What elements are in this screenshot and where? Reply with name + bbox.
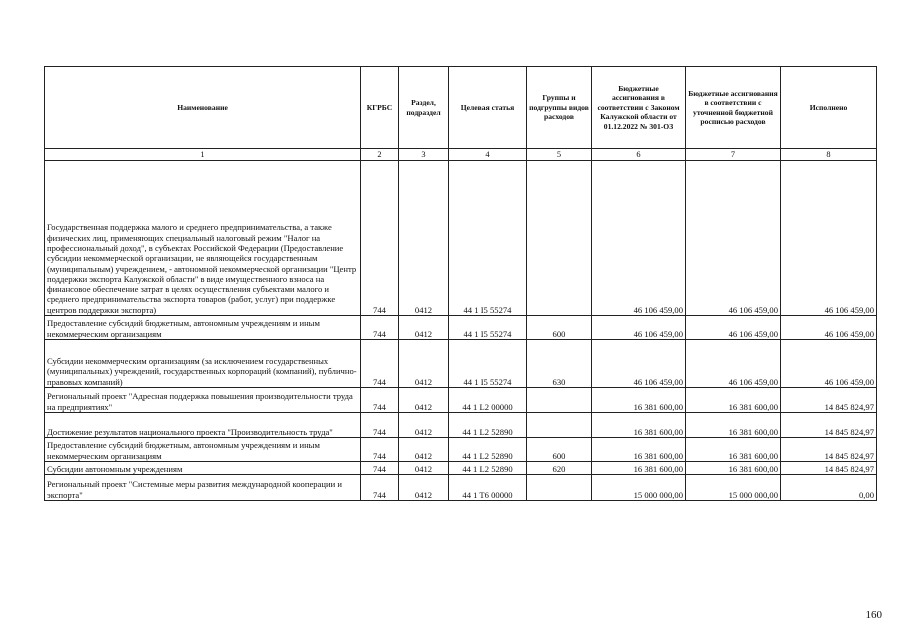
row-name: Региональный проект "Адресная поддержка повышения производительности труда на предприятиях" [45,388,361,413]
row-kgrbs: 744 [361,413,399,438]
row-group [527,475,592,501]
column-number: 3 [399,149,449,161]
row-kgrbs: 744 [361,388,399,413]
row-refined-amount: 16 381 600,00 [686,438,781,462]
row-executed-amount: 0,00 [781,475,877,501]
row-target: 44 1 I5 55274 [449,161,527,316]
header-refined: Бюджетные ассигнования в соответствии с уточненной бюджетной росписью расходов [686,67,781,149]
row-group [527,413,592,438]
row-kgrbs: 744 [361,316,399,340]
row-section: 0412 [399,413,449,438]
row-executed-amount: 14 845 824,97 [781,413,877,438]
row-section: 0412 [399,438,449,462]
row-target: 44 1 I5 55274 [449,316,527,340]
row-target: 44 1 L2 52890 [449,462,527,475]
table-row [45,161,877,316]
row-kgrbs: 744 [361,462,399,475]
row-group: 620 [527,462,592,475]
header-row [45,67,877,149]
header-kgrbs: КГРБС [361,67,399,149]
row-law-amount: 46 106 459,00 [592,340,686,388]
header-name: Наименование [45,67,361,149]
row-executed-amount: 46 106 459,00 [781,340,877,388]
row-law-amount: 16 381 600,00 [592,388,686,413]
table-row [45,413,877,438]
column-number: 7 [686,149,781,161]
column-number: 5 [527,149,592,161]
row-name: Субсидии автономным учреждениям [45,462,361,475]
row-section: 0412 [399,475,449,501]
column-number: 1 [45,149,361,161]
table-row [45,475,877,501]
row-target: 44 1 L2 52890 [449,438,527,462]
row-law-amount: 16 381 600,00 [592,413,686,438]
page-number: 160 [865,609,882,621]
row-law-amount: 16 381 600,00 [592,462,686,475]
header-executed: Исполнено [781,67,877,149]
column-number: 4 [449,149,527,161]
row-section: 0412 [399,316,449,340]
row-name: Государственная поддержка малого и среднего предпринимательства, а также физических лиц, применяющих специальный налоговый режим "Налог на профессиональный доход", в субъектах Российской Федерации (Предоставление субсидии некоммерческой организации, не являющейся государственным (муниципальным) учреждением, - автономной некоммерческой организации "Центр поддержки экспорта Калужской области" в виде имущественного взноса на финансовое обеспечение затрат в целях осуществления субъектами малого и среднего предпринимательства экспорта товаров (работ, услуг) при поддержке центров поддержки экспорта) [45,161,361,316]
row-executed-amount: 14 845 824,97 [781,438,877,462]
row-kgrbs: 744 [361,438,399,462]
row-refined-amount: 46 106 459,00 [686,340,781,388]
row-kgrbs: 744 [361,340,399,388]
row-target: 44 1 L2 52890 [449,413,527,438]
row-section: 0412 [399,340,449,388]
row-target: 44 1 L2 00000 [449,388,527,413]
table-row [45,438,877,462]
row-executed-amount: 14 845 824,97 [781,388,877,413]
row-kgrbs: 744 [361,475,399,501]
row-refined-amount: 46 106 459,00 [686,316,781,340]
row-name: Предоставление субсидий бюджетным, автономным учреждениям и иным некоммерческим организациям [45,438,361,462]
row-law-amount: 16 381 600,00 [592,438,686,462]
row-name: Предоставление субсидий бюджетным, автономным учреждениям и иным некоммерческим организациям [45,316,361,340]
header-target: Целевая статья [449,67,527,149]
table-row [45,340,877,388]
row-law-amount: 46 106 459,00 [592,161,686,316]
row-refined-amount: 46 106 459,00 [686,161,781,316]
row-group: 600 [527,438,592,462]
row-kgrbs: 744 [361,161,399,316]
table-row [45,462,877,475]
header-groups: Группы и подгруппы видов расходов [527,67,592,149]
column-number: 6 [592,149,686,161]
row-executed-amount: 46 106 459,00 [781,161,877,316]
column-number-row [45,149,877,161]
header-section: Раздел, подраздел [399,67,449,149]
table-row [45,388,877,413]
row-section: 0412 [399,462,449,475]
row-executed-amount: 14 845 824,97 [781,462,877,475]
row-refined-amount: 16 381 600,00 [686,413,781,438]
row-target: 44 1 I5 55274 [449,340,527,388]
column-number: 2 [361,149,399,161]
row-law-amount: 46 106 459,00 [592,316,686,340]
row-group: 630 [527,340,592,388]
row-refined-amount: 15 000 000,00 [686,475,781,501]
budget-table [44,66,877,501]
row-name: Достижение результатов национального проекта "Производительность труда" [45,413,361,438]
header-law: Бюджетные ассигнования в соответствии с Законом Калужской области от 01.12.2022 № 301-ОЗ [592,67,686,149]
row-refined-amount: 16 381 600,00 [686,462,781,475]
row-executed-amount: 46 106 459,00 [781,316,877,340]
row-section: 0412 [399,388,449,413]
row-group [527,388,592,413]
row-refined-amount: 16 381 600,00 [686,388,781,413]
column-number: 8 [781,149,877,161]
row-name: Региональный проект "Системные меры развития международной кооперации и экспорта" [45,475,361,501]
row-group: 600 [527,316,592,340]
row-name: Субсидии некоммерческим организациям (за исключением государственных (муниципальных) учреждений, государственных корпораций (компаний), публично-правовых компаний) [45,340,361,388]
row-target: 44 1 T6 00000 [449,475,527,501]
table-row [45,316,877,340]
row-law-amount: 15 000 000,00 [592,475,686,501]
row-group [527,161,592,316]
row-section: 0412 [399,161,449,316]
